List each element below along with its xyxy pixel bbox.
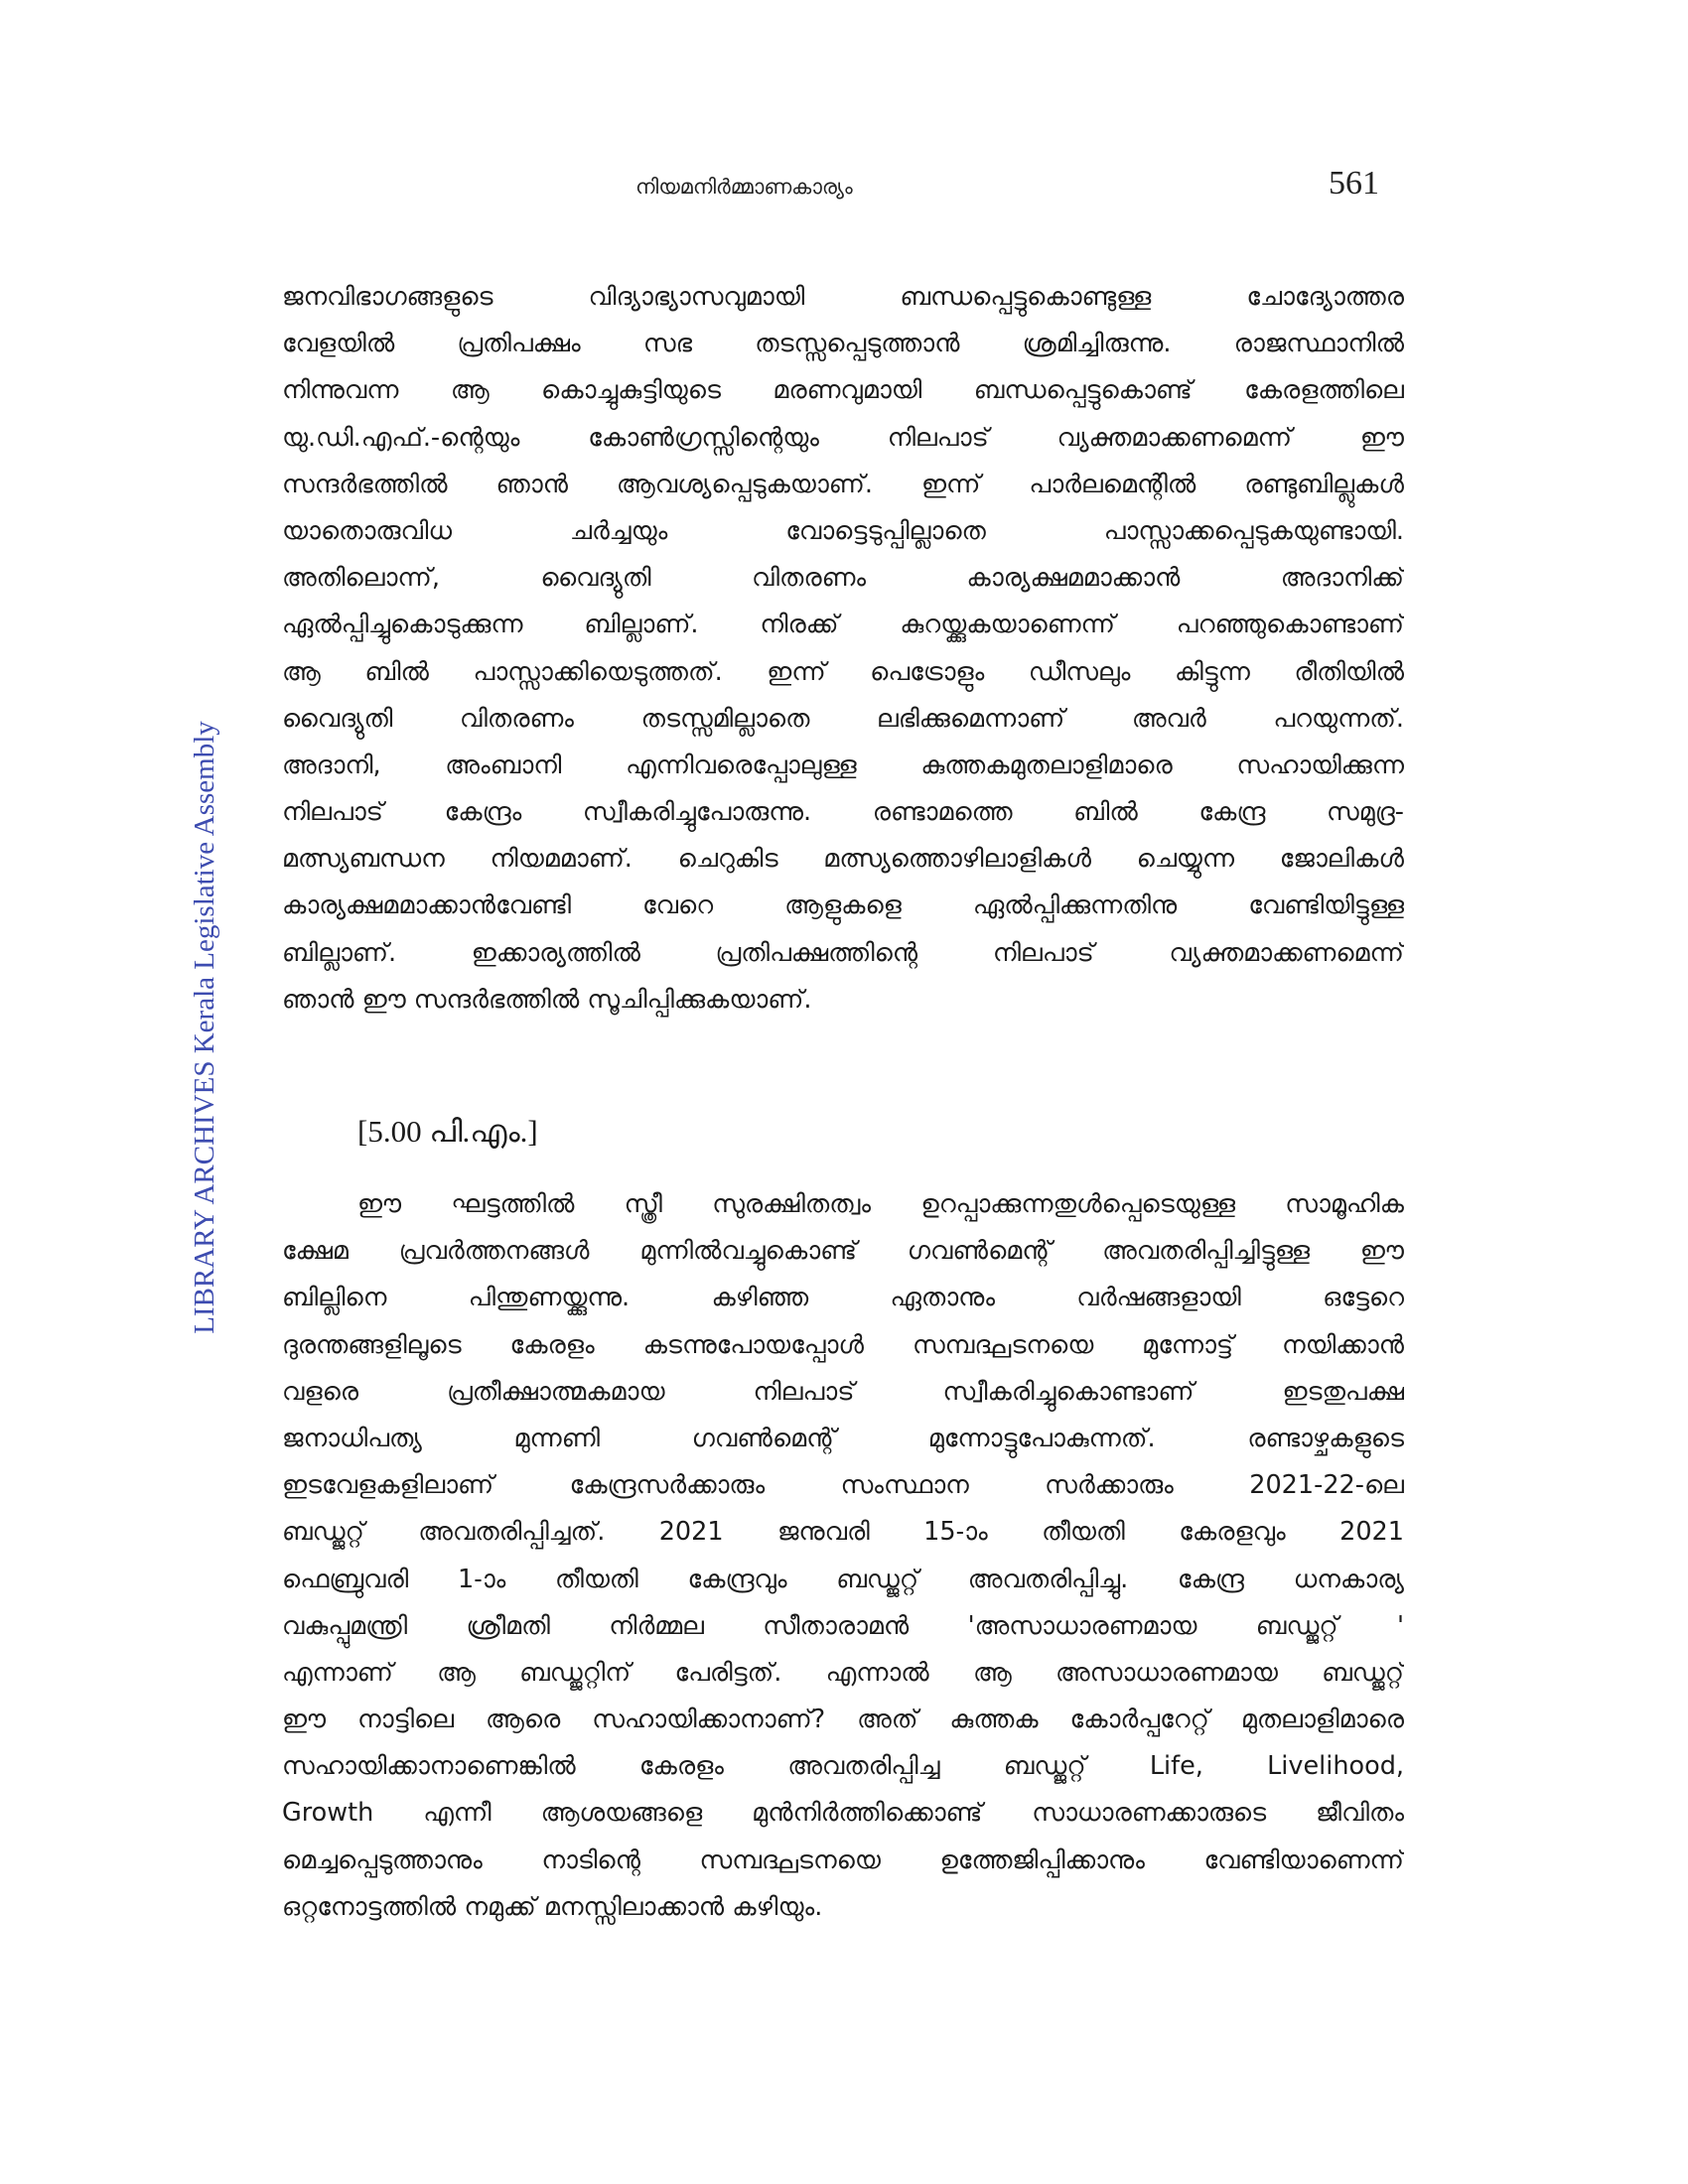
text-line: സന്ദർഭത്തിൽ ഞാൻ ആവശ്യപ്പെടുകയാണ്. ഇന്ന് പാർലമെന്റിൽ രണ്ടുബില്ലുകൾ: [282, 469, 1404, 499]
paragraph-2: [282, 1181, 1404, 1931]
text-line: അതിലൊന്ന്, വൈദ്യുതി വിതരണം കാര്യക്ഷമമാക്കാൻ അദാനിക്ക്: [282, 563, 1404, 594]
page-number: 561: [1329, 165, 1379, 202]
paragraph-1: [282, 274, 1404, 1024]
text-line: യു.ഡി.എഫ്.-ന്റെയും കോൺഗ്രസ്സിന്റെയും നിലപാട് വ്യക്തമാക്കണമെന്ന് ഈ: [282, 422, 1404, 453]
text-line: ഫെബ്രുവരി 1-ാം തീയതി കേന്ദ്രവും ബഡ്ജറ്റ് അവതരിപ്പിച്ചു. കേന്ദ്ര ധനകാര്യ: [282, 1564, 1404, 1594]
time-marker: [5.00 പി.എം.]: [357, 1114, 538, 1149]
text-line: സഹായിക്കാനാണെങ്കിൽ കേരളം അവതരിപ്പിച്ച ബഡ്ജറ്റ് Life, Livelihood,: [282, 1751, 1404, 1782]
text-line: ഈ ഘട്ടത്തിൽ സ്ത്രീ സുരക്ഷിതത്വം ഉറപ്പാക്കുന്നതുൾപ്പെടെയുള്ള സാമൂഹിക: [357, 1189, 1404, 1219]
text-line: ഏൽപ്പിച്ചുകൊടുക്കുന്ന ബില്ലാണ്. നിരക്ക് കുറയ്ക്കുകയാണെന്ന് പറഞ്ഞുകൊണ്ടാണ്: [282, 610, 1404, 640]
text-line: മത്സ്യബന്ധന നിയമമാണ്. ചെറുകിട മത്സ്യത്തൊഴിലാളികൾ ചെയ്യുന്ന ജോലികൾ: [282, 844, 1404, 875]
text-line: ഒറ്റനോട്ടത്തിൽ നമുക്ക് മനസ്സിലാക്കാൻ കഴിയും.: [282, 1891, 823, 1922]
text-line: ജനാധിപത്യ മുന്നണി ഗവൺമെന്റ് മുന്നോട്ടുപോകുന്നത്. രണ്ടാഴ്ചകളുടെ: [282, 1423, 1404, 1453]
text-line: നിന്നുവന്ന ആ കൊച്ചുകുട്ടിയുടെ മരണവുമായി ബന്ധപ്പെട്ടുകൊണ്ട് കേരളത്തിലെ: [282, 375, 1404, 406]
text-line: ഈ നാട്ടിലെ ആരെ സഹായിക്കാനാണ്? അത് കുത്തക കോർപ്പറേറ്റ് മുതലാളിമാരെ: [282, 1705, 1404, 1735]
text-line: ബില്ലിനെ പിന്തുണയ്ക്കുന്നു. കഴിഞ്ഞ ഏതാനും വർഷങ്ങളായി ഒട്ടേറെ: [282, 1283, 1404, 1313]
text-line: ഇടവേളകളിലാണ് കേന്ദ്രസർക്കാരും സംസ്ഥാന സർക്കാരും 2021-22-ലെ: [282, 1470, 1404, 1501]
text-line: വളരെ പ്രതീക്ഷാത്മകമായ നിലപാട് സ്വീകരിച്ചുകൊണ്ടാണ് ഇടതുപക്ഷ: [282, 1376, 1404, 1407]
text-line: വേളയിൽ പ്രതിപക്ഷം സഭ തടസ്സപ്പെടുത്താൻ ശ്രമിച്ചിരുന്നു. രാജസ്ഥാനിൽ: [282, 329, 1404, 359]
running-header: [0, 165, 1688, 210]
text-line: മെച്ചപ്പെടുത്താനും നാടിന്റെ സമ്പദ്ഘടനയെ ഉത്തേജിപ്പിക്കാനും വേണ്ടിയാണെന്ന്: [282, 1844, 1404, 1875]
text-line: ബില്ലാണ്. ഇക്കാര്യത്തിൽ പ്രതിപക്ഷത്തിന്റെ നിലപാട് വ്യക്തമാക്കണമെന്ന്: [282, 937, 1404, 968]
text-line: ദുരന്തങ്ങളിലൂടെ കേരളം കടന്നുപോയപ്പോൾ സമ്പദ്ഘടനയെ മുന്നോട്ട് നയിക്കാൻ: [282, 1329, 1404, 1360]
text-line: വകുപ്പുമന്ത്രി ശ്രീമതി നിർമ്മല സീതാരാമൻ 'അസാധാരണമായ ബഡ്ജറ്റ് ': [282, 1610, 1404, 1641]
text-line: എന്നാണ് ആ ബഡ്ജറ്റിന് പേരിട്ടത്. എന്നാൽ ആ അസാധാരണമായ ബഡ്ജറ്റ്: [282, 1657, 1404, 1688]
text-line: അദാനി, അംബാനി എന്നിവരെപ്പോലുള്ള കുത്തകമുതലാളിമാരെ സഹായിക്കുന്ന: [282, 750, 1404, 780]
text-line: ക്ഷേമ പ്രവർത്തനങ്ങൾ മുന്നിൽവച്ചുകൊണ്ട് ഗവൺമെന്റ് അവതരിപ്പിച്ചിട്ടുള്ള ഈ: [282, 1236, 1404, 1267]
text-line: യാതൊരുവിധ ചർച്ചയും വോട്ടെടുപ്പില്ലാതെ പാസ്സാക്കപ്പെടുകയുണ്ടായി.: [282, 515, 1404, 546]
archive-watermark: LIBRARY ARCHIVES Kerala Legislative Assembly: [189, 721, 220, 1334]
text-line: ഞാൻ ഈ സന്ദർഭത്തിൽ സൂചിപ്പിക്കുകയാണ്.: [282, 984, 812, 1015]
text-line: Growth എന്നീ ആശയങ്ങളെ മുൻനിർത്തിക്കൊണ്ട് സാധാരണക്കാരുടെ ജീവിതം: [282, 1798, 1404, 1829]
text-line: ജനവിഭാഗങ്ങളുടെ വിദ്യാഭ്യാസവുമായി ബന്ധപ്പെട്ടുകൊണ്ടുള്ള ചോദ്യോത്തര: [282, 282, 1404, 312]
text-line: ബഡ്ജറ്റ് അവതരിപ്പിച്ചത്. 2021 ജനുവരി 15-ാം തീയതി കേരളവും 2021: [282, 1517, 1404, 1548]
text-line: ആ ബിൽ പാസ്സാക്കിയെടുത്തത്. ഇന്ന് പെട്രോളും ഡീസലും കിട്ടുന്ന രീതിയിൽ: [282, 656, 1404, 687]
text-line: കാര്യക്ഷമമാക്കാൻവേണ്ടി വേറെ ആളുകളെ ഏൽപ്പിക്കുന്നതിനു വേണ്ടിയിട്ടുള്ള: [282, 890, 1404, 921]
header-title: നിയമനിർമ്മാണകാര്യം: [635, 175, 853, 199]
text-line: നിലപാട് കേന്ദ്രം സ്വീകരിച്ചുപോരുന്നു. രണ്ടാമത്തെ ബിൽ കേന്ദ്ര സമുദ്ര-: [282, 797, 1404, 828]
text-line: വൈദ്യുതി വിതരണം തടസ്സമില്ലാതെ ലഭിക്കുമെന്നാണ് അവർ പറയുന്നത്.: [282, 703, 1404, 734]
